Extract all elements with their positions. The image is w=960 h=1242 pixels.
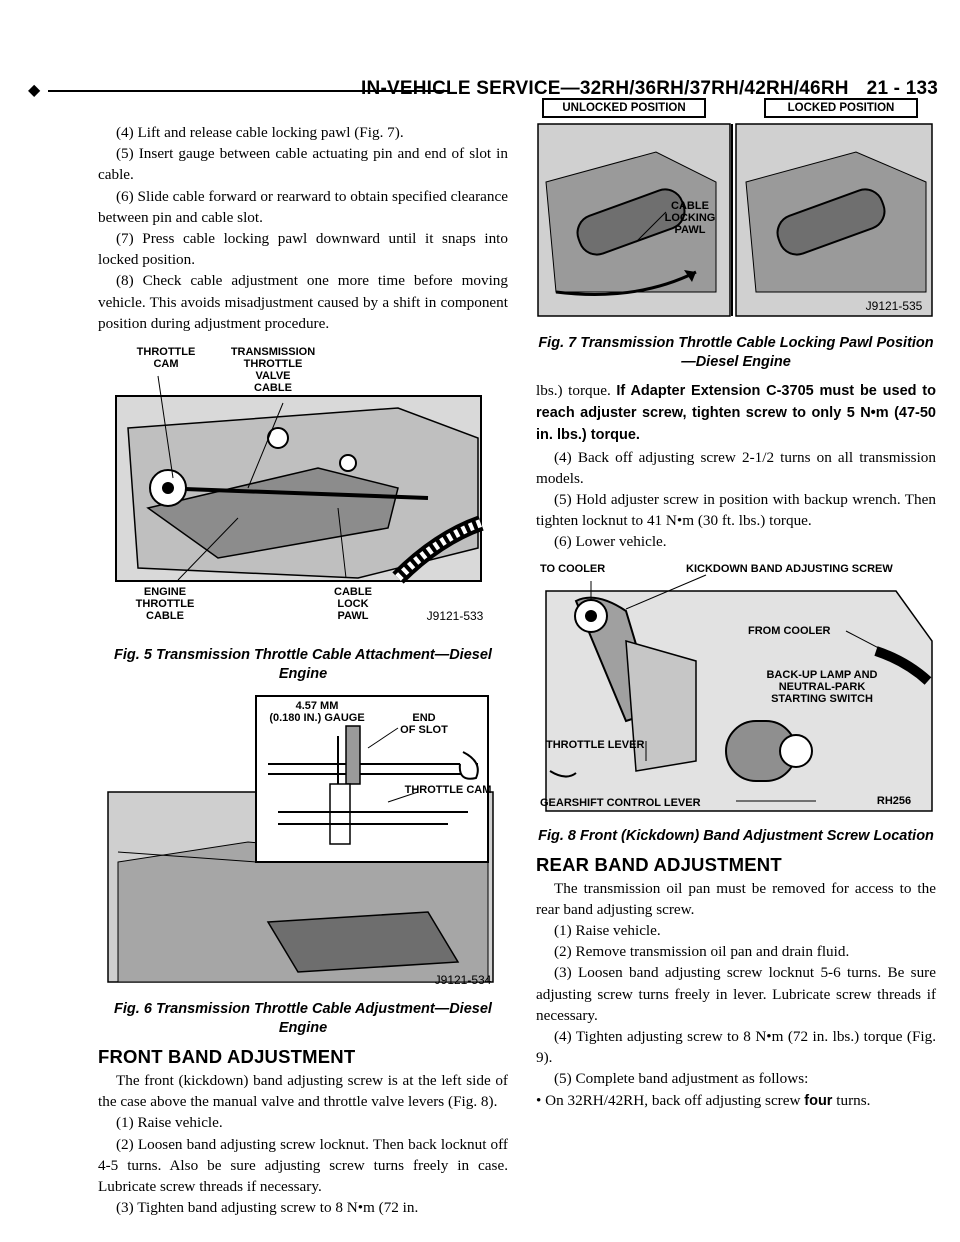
step-paragraph: (4) Tighten adjusting screw to 8 N•m (72 in. lbs.) torque (Fig. 9). — [536, 1028, 936, 1067]
figure-code: J9121-533 — [426, 609, 484, 624]
label-from-cooler: FROM COOLER — [748, 624, 831, 637]
step-paragraph: (3) Tighten band adjusting screw to 8 N•m (72 in. — [116, 1199, 419, 1217]
label-engine-throttle-cable: ENGINE THROTTLE CABLE — [135, 586, 195, 623]
step-paragraph: (2) Loosen band adjusting screw locknut. Then back locknut off 4-5 turns. Also be sure adjusting screw turns freely in case. Lubricate screw threads if necessary. — [98, 1135, 508, 1196]
step-paragraph: (7) Press cable locking pawl downward until it snaps into locked position. — [98, 230, 508, 269]
label-unlocked-position: UNLOCKED POSITION — [542, 98, 706, 118]
section-intro: The transmission oil pan must be removed for access to the rear band adjusting screw. — [536, 879, 936, 918]
label-backup-lamp-switch: BACK-UP LAMP AND NEUTRAL-PARK STARTING SWITCH — [766, 668, 878, 705]
label-to-cooler: TO COOLER — [540, 562, 606, 575]
section-intro: The front (kickdown) band adjusting screw is at the left side of the case above the manual valve and throttle valve levers (Fig. 8). — [98, 1072, 508, 1111]
label-tv-cable: TRANSMISSION THROTTLE VALVE CABLE — [230, 346, 316, 395]
label-cable-lock-pawl: CABLE LOCK PAWL — [334, 586, 372, 623]
figure-8 — [536, 561, 936, 819]
label-cable-locking-pawl: CABLE LOCKING PAWL — [664, 200, 716, 236]
step-paragraph: (8) Check cable adjustment one more time before moving vehicle. This avoids misadjustment caused by a shift in component position during adjustment procedure. — [98, 272, 508, 332]
left-column — [98, 122, 508, 1218]
page-number: 21 - 133 — [866, 78, 938, 99]
step-paragraph: (1) Raise vehicle. — [554, 922, 661, 940]
figure-6 — [98, 692, 508, 992]
label-throttle-cam: THROTTLE CAM — [136, 346, 196, 371]
step-paragraph: (5) Insert gauge between cable actuating pin and end of slot in cable. — [98, 145, 508, 184]
section-heading: FRONT BAND ADJUSTMENT — [98, 1046, 356, 1068]
figure-7-drawing — [536, 92, 936, 320]
figure-code: J9121-535 — [865, 299, 923, 313]
figure-5-caption: Fig. 5 Transmission Throttle Cable Attachment—Diesel Engine — [114, 647, 492, 683]
bullet-item — [536, 1090, 936, 1112]
header-section: IN-VEHICLE SERVICE—32RH/36RH/37RH/42RH/46RH — [361, 78, 849, 99]
figure-8-caption: Fig. 8 Front (Kickdown) Band Adjustment Screw Location — [538, 827, 934, 844]
figure-7 — [536, 92, 936, 320]
figure-code: J9121-534 — [434, 973, 492, 988]
bullet-tail: turns. — [836, 1091, 871, 1109]
step-paragraph: (5) Complete band adjustment as follows: — [554, 1070, 809, 1088]
step-paragraph: (4) Back off adjusting screw 2-1/2 turns on all transmission models. — [536, 448, 936, 487]
label-gearshift-lever: GEARSHIFT CONTROL LEVER — [540, 796, 701, 809]
figure-code: RH256 — [876, 794, 912, 807]
figure-6-drawing — [98, 692, 508, 992]
diamond-icon: ◆ — [28, 82, 41, 99]
continued-lead: lbs.) torque. — [536, 382, 611, 399]
label-locked-position: LOCKED POSITION — [764, 98, 918, 118]
step-paragraph: (6) Slide cable forward or rearward to obtain specified clearance between pin and cable slot. — [98, 187, 508, 226]
caution-note: If Adapter Extension C-3705 must be used to reach adjuster screw, tighten screw to only 5 N•m (47-50 in. lbs.) torque. — [536, 383, 936, 444]
label-end-of-slot: END OF SLOT — [400, 712, 448, 737]
step-paragraph: (5) Hold adjuster screw in position with backup wrench. Then tighten locknut to 41 N•m (30 ft. lbs.) torque. — [536, 491, 936, 530]
label-gauge: 4.57 MM (0.180 IN.) GAUGE — [269, 700, 365, 725]
bullet-bold: four — [804, 1092, 833, 1109]
bullet-text: • On 32RH/42RH, back off adjusting screw — [536, 1091, 801, 1109]
step-paragraph: (2) Remove transmission oil pan and drain fluid. — [554, 943, 850, 961]
label-kickdown-screw: KICKDOWN BAND ADJUSTING SCREW — [686, 562, 893, 575]
step-paragraph: (3) Loosen band adjusting screw locknut 5-6 turns. Be sure adjusting screw turns freely in lever. Lubricate screw threads if necessary. — [536, 964, 936, 1024]
figure-7-caption: Fig. 7 Transmission Throttle Cable Locking Pawl Position—Diesel Engine — [538, 335, 934, 370]
step-paragraph: (1) Raise vehicle. — [116, 1114, 223, 1132]
right-column — [536, 92, 936, 1112]
step-paragraph: (4) Lift and release cable locking pawl (Fig. 7). — [116, 124, 404, 141]
figure-5 — [98, 348, 508, 638]
continued-paragraph — [536, 380, 936, 447]
section-heading: REAR BAND ADJUSTMENT — [536, 853, 782, 875]
step-paragraph: (6) Lower vehicle. — [554, 533, 667, 551]
figure-6-caption: Fig. 6 Transmission Throttle Cable Adjustment—Diesel Engine — [114, 1001, 492, 1037]
label-throttle-lever: THROTTLE LEVER — [546, 738, 645, 751]
label-throttle-cam: THROTTLE CAM — [404, 784, 492, 797]
